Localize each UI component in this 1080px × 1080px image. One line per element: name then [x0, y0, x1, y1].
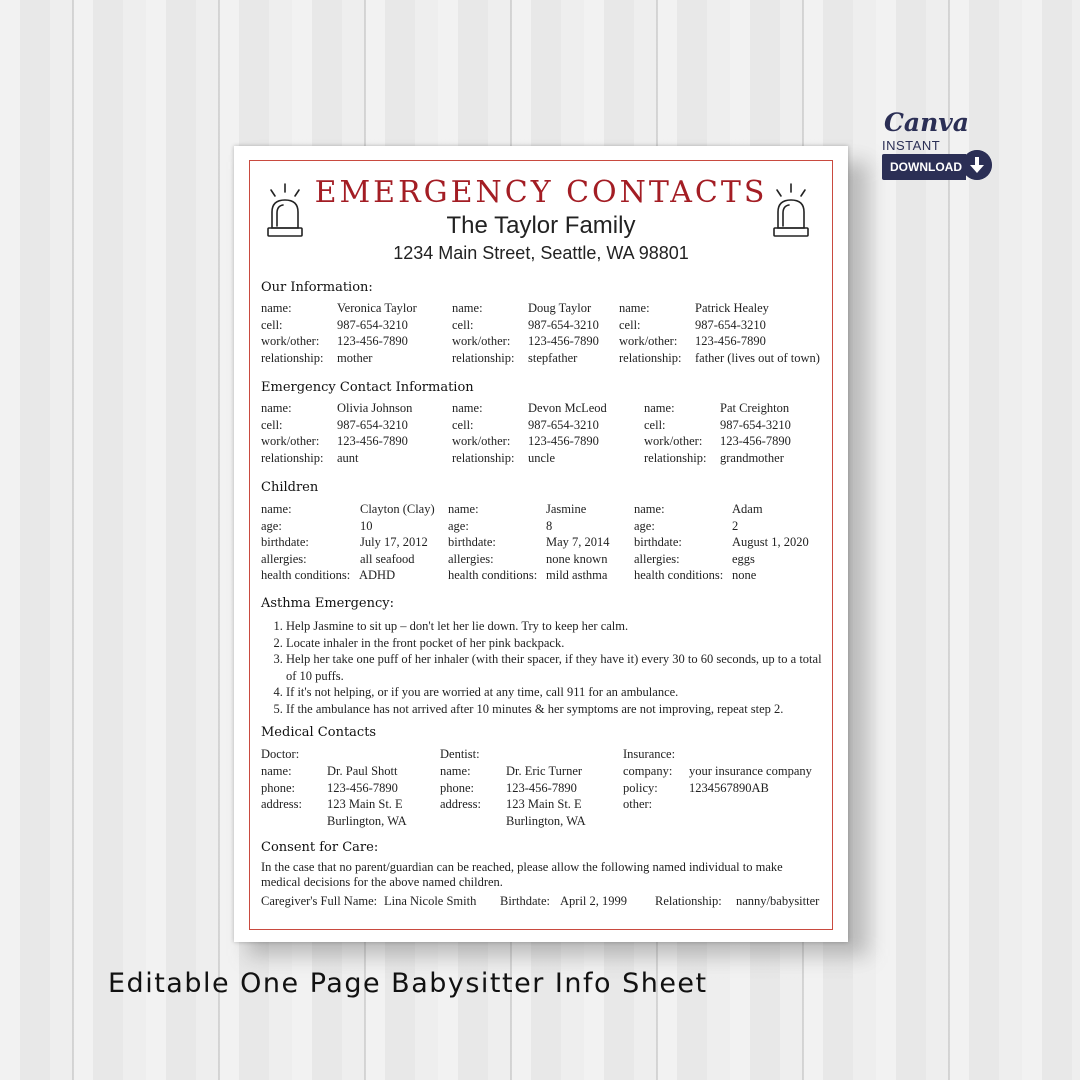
person-labels: name: cell: work/other: relationship: — [452, 301, 515, 365]
dentist-title: Dentist: — [440, 747, 480, 761]
section-heading-consent: Consent for Care: — [261, 840, 379, 855]
section-heading-emergency: Emergency Contact Information — [261, 380, 474, 395]
child-labels: name: age: birthdate: allergies: health conditions: — [448, 502, 538, 582]
caregiver-name: Lina Nicole Smith — [384, 894, 477, 908]
insurance-title: Insurance: — [623, 747, 676, 761]
list-item: 3. Help her take one puff of her inhaler (with their spacer, if they have it) every 30 to 60 seconds, up to a total of 10 puffs. — [286, 651, 834, 684]
caregiver-relationship-label: Relationship: — [655, 894, 722, 908]
section-heading-asthma: Asthma Emergency: — [261, 596, 394, 611]
canva-instant-download-badge — [880, 108, 994, 180]
insurance-labels: company: policy: other: — [623, 764, 673, 811]
list-item: 2. Locate inhaler in the front pocket of her pink backpack. — [286, 635, 834, 652]
section-heading-children: Children — [261, 480, 319, 495]
contact-labels: name: cell: work/other: relationship: — [452, 401, 515, 465]
contact-values: Olivia Johnson 987-654-3210 123-456-7890 aunt — [337, 401, 413, 465]
badge-instant-text: INSTANT — [882, 138, 941, 153]
dentist-labels: name: phone: address: — [440, 764, 481, 811]
family-address: 1234 Main Street, Seattle, WA 98801 — [393, 243, 689, 263]
canva-logo-text: Canva — [884, 108, 969, 137]
download-arrow-icon — [962, 150, 992, 180]
doctor-values: Dr. Paul Shott 123-456-7890 123 Main St. E Burlington, WA — [327, 764, 407, 828]
caregiver-birthdate: April 2, 1999 — [560, 894, 628, 908]
caregiver-birthdate-label: Birthdate: — [500, 894, 550, 908]
person-labels: name: cell: work/other: relationship: — [261, 301, 324, 365]
sheet-title: EMERGENCY CONTACTS — [314, 175, 768, 210]
asthma-steps-list — [270, 618, 834, 717]
consent-text: In the case that no parent/guardian can be reached, please allow the following named individual to make medical decisions for the above named children. — [261, 860, 783, 889]
contact-values: Devon McLeod 987-654-3210 123-456-7890 uncle — [528, 401, 607, 465]
caregiver-label: Caregiver's Full Name: — [261, 894, 378, 908]
family-name: The Taylor Family — [446, 212, 636, 239]
person-labels: name: cell: work/other: relationship: — [619, 301, 682, 365]
dentist-values: Dr. Eric Turner 123-456-7890 123 Main St. E Burlington, WA — [506, 764, 586, 828]
doctor-labels: name: phone: address: — [261, 764, 302, 811]
child-values: Adam 2 August 1, 2020 eggs none — [732, 502, 809, 582]
person-values: Doug Taylor 987-654-3210 123-456-7890 stepfather — [528, 301, 599, 365]
child-labels: name: age: birthdate: allergies: health conditions: — [634, 502, 724, 582]
list-item: 4. If it's not helping, or if you are worried at any time, call 911 for an ambulance. — [286, 684, 834, 701]
badge-download-text: DOWNLOAD — [882, 154, 966, 180]
contact-labels: name: cell: work/other: relationship: — [644, 401, 707, 465]
contact-values: Pat Creighton 987-654-3210 123-456-7890 grandmother — [720, 401, 791, 465]
insurance-values: your insurance company 1234567890AB — [689, 764, 812, 795]
caregiver-relationship: nanny/babysitter — [736, 894, 820, 908]
child-values: Jasmine 8 May 7, 2014 none known mild asthma — [546, 502, 610, 582]
section-heading-our-info: Our Information: — [261, 280, 373, 295]
doctor-title: Doctor: — [261, 747, 300, 761]
section-heading-medical: Medical Contacts — [261, 725, 377, 740]
product-caption: Editable One Page Babysitter Info Sheet — [108, 968, 708, 999]
person-values: Patrick Healey 987-654-3210 123-456-7890 father (lives out of town) — [695, 301, 820, 365]
child-values: Clayton (Clay) 10 July 17, 2012 all seafood ADHD — [359, 502, 435, 582]
child-labels: name: age: birthdate: allergies: health conditions: — [261, 502, 351, 582]
contact-labels: name: cell: work/other: relationship: — [261, 401, 324, 465]
list-item: 5. If the ambulance has not arrived after 10 minutes & her symptoms are not improving, repeat step 2. — [286, 701, 834, 718]
info-sheet-page — [234, 146, 848, 942]
person-values: Veronica Taylor 987-654-3210 123-456-7890 mother — [337, 301, 417, 365]
list-item: 1. Help Jasmine to sit up – don't let her lie down. Try to keep her calm. — [286, 618, 834, 635]
